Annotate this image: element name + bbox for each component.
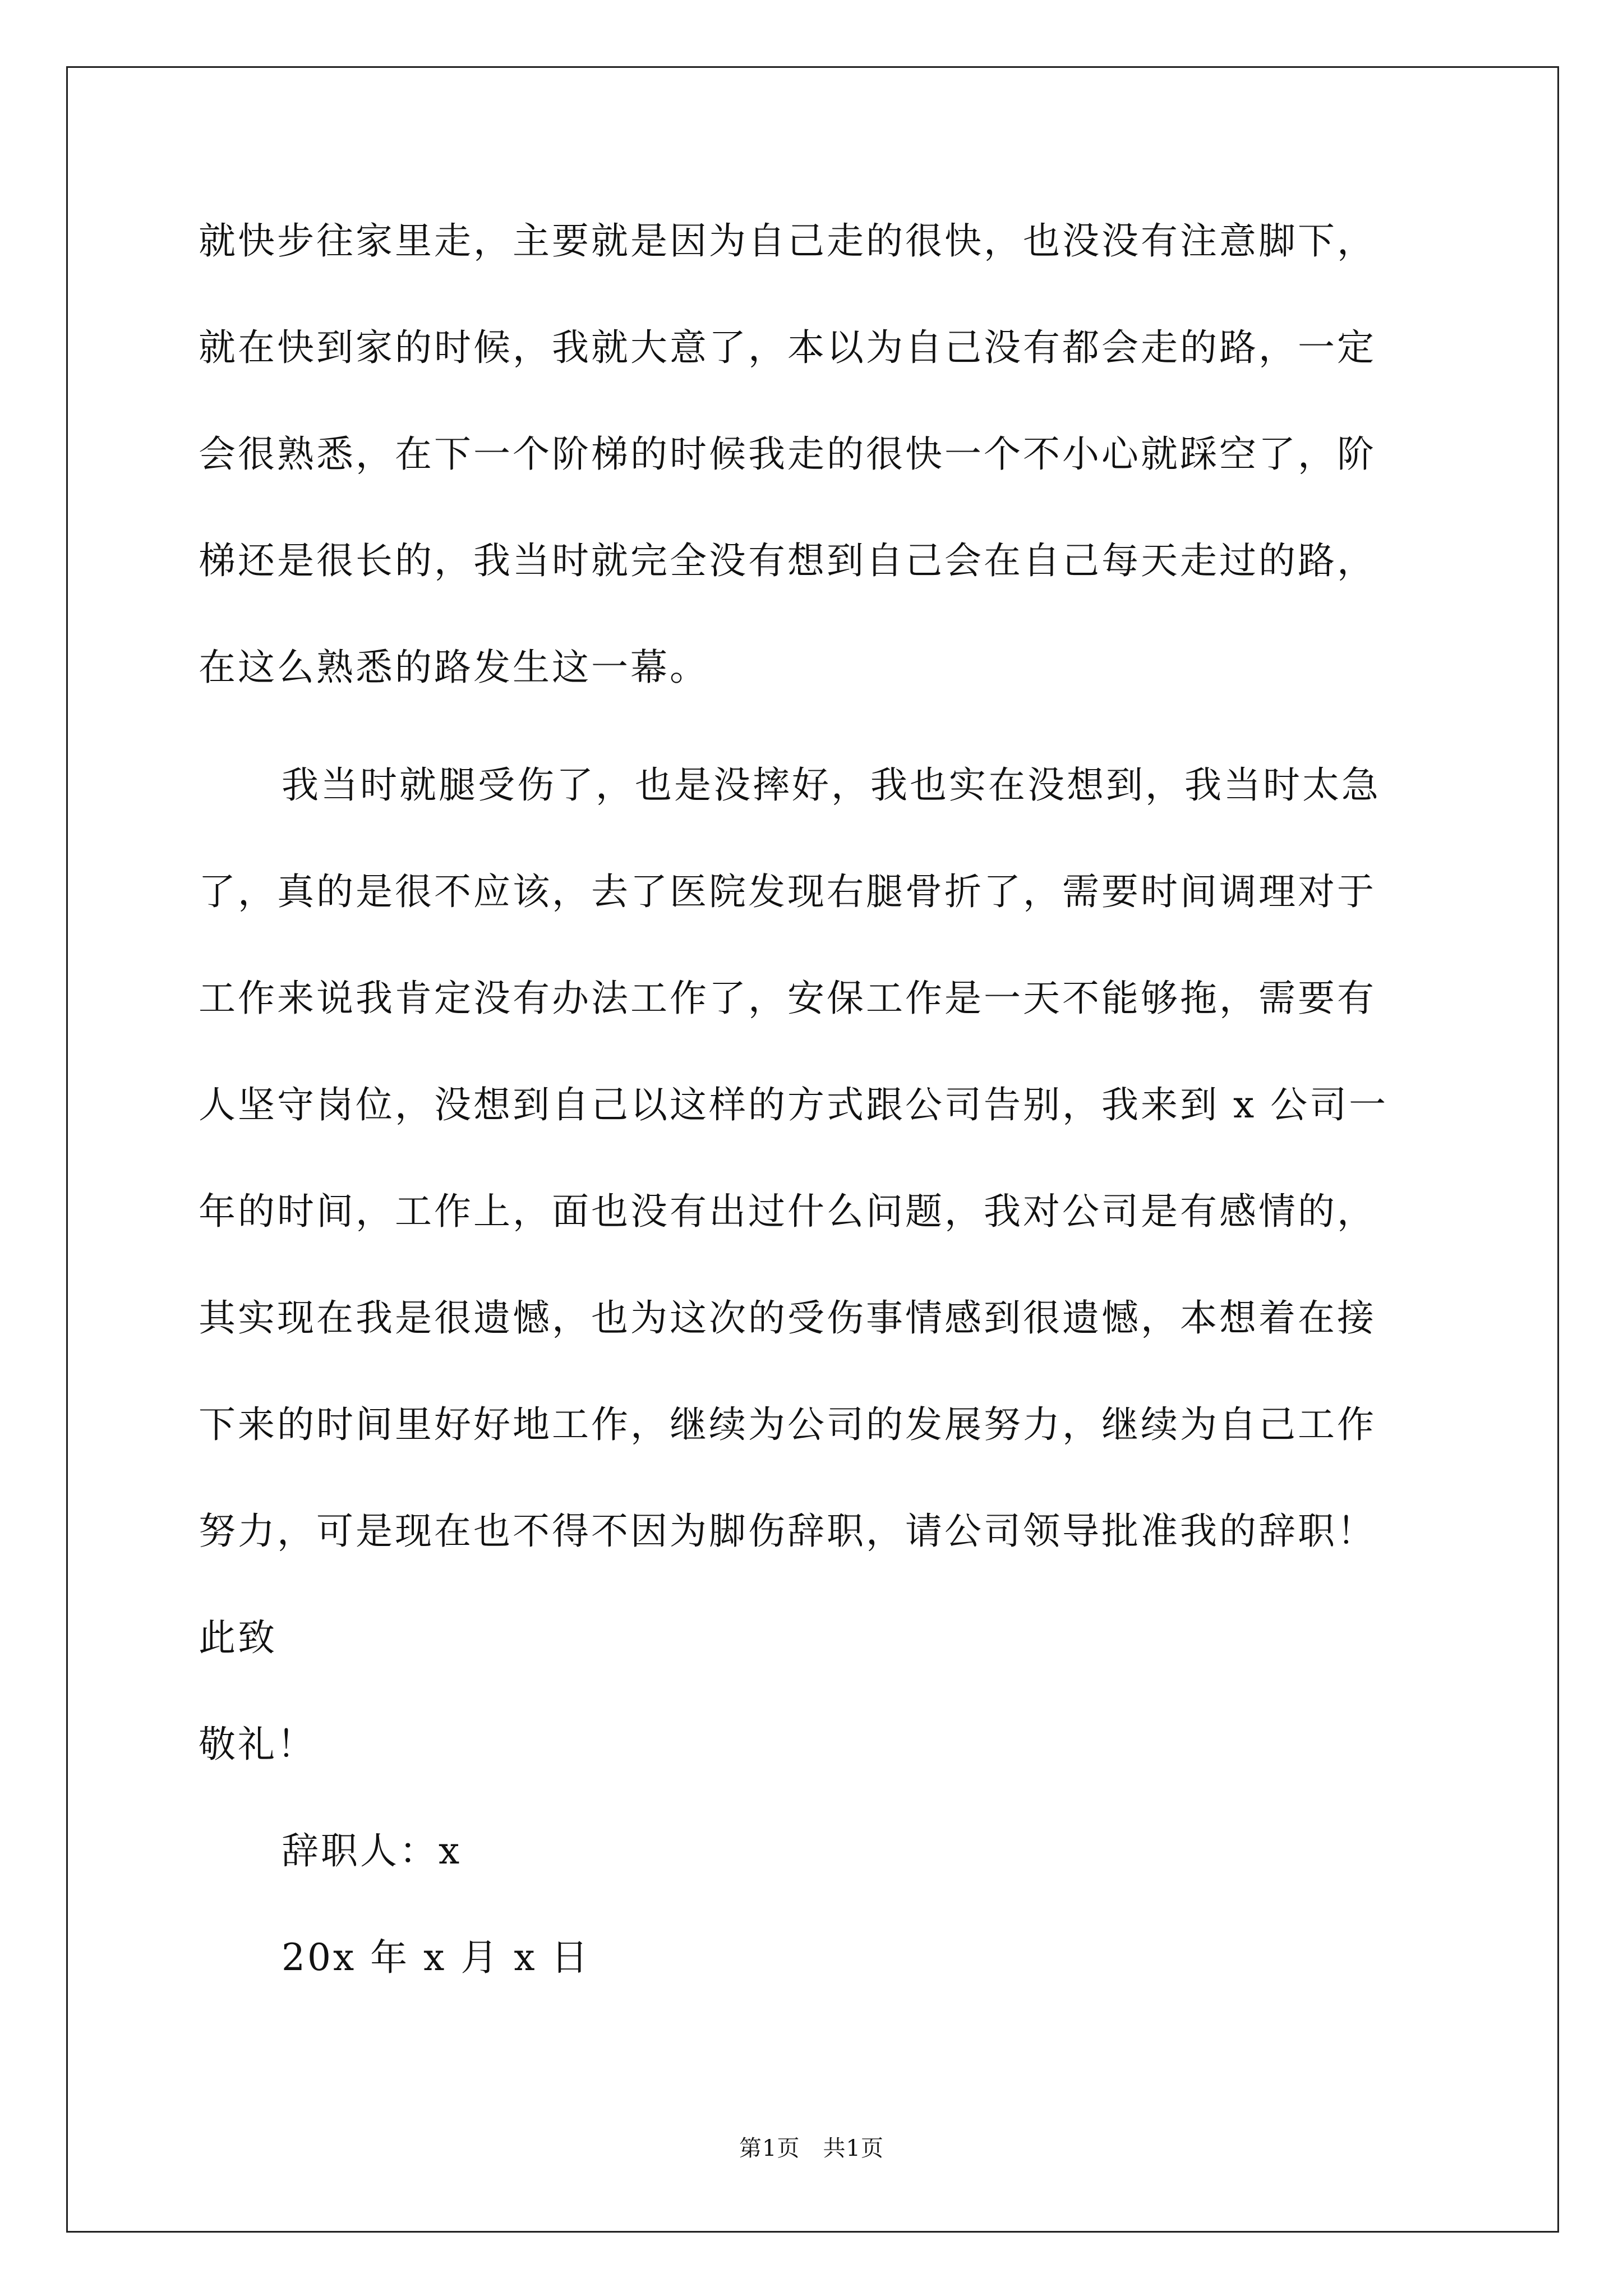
paragraph-line: 就快步往家里走，主要就是因为自己走的很快，也没没有注意脚下，: [199, 219, 1376, 263]
paragraph-line: 下来的时间里好好地工作，继续为公司的发展努力，继续为自己工作: [199, 1403, 1376, 1446]
paragraph-line: 其实现在我是很遗憾，也为这次的受伤事情感到很遗憾，本想着在接: [199, 1296, 1376, 1340]
paragraph-line: 就在快到家的时候，我就大意了，本以为自己没有都会走的路，一定: [199, 326, 1376, 369]
paragraph-line: 人坚守岗位，没想到自己以这样的方式跟公司告别，我来到 x 公司一: [199, 1083, 1389, 1126]
signature-line: 辞职人：x: [282, 1829, 462, 1872]
page-footer: 第1页 共1页: [739, 2136, 884, 2161]
page-border: [66, 66, 1559, 2233]
paragraph-line: 工作来说我肯定没有办法工作了，安保工作是一天不能够拖，需要有: [199, 977, 1376, 1020]
closing-salutation: 此致: [199, 1616, 277, 1659]
paragraph-line: 年的时间，工作上，面也没有出过什么问题，我对公司是有感情的，: [199, 1190, 1376, 1233]
closing-regards: 敬礼！: [199, 1723, 316, 1766]
date-line: 20x 年 x 月 x 日: [282, 1936, 591, 1979]
paragraph-line: 了，真的是很不应该，去了医院发现右腿骨折了，需要时间调理对于: [199, 870, 1376, 913]
paragraph-line: 我当时就腿受伤了，也是没摔好，我也实在没想到，我当时太急: [282, 763, 1381, 807]
paragraph-line: 梯还是很长的，我当时就完全没有想到自己会在自己每天走过的路，: [199, 539, 1376, 582]
paragraph-line: 在这么熟悉的路发生这一幕。: [199, 646, 709, 689]
paragraph-line: 努力，可是现在也不得不因为脚伤辞职，请公司领导批准我的辞职！: [199, 1510, 1376, 1553]
paragraph-line: 会很熟悉，在下一个阶梯的时候我走的很快一个不小心就踩空了，阶: [199, 432, 1376, 476]
